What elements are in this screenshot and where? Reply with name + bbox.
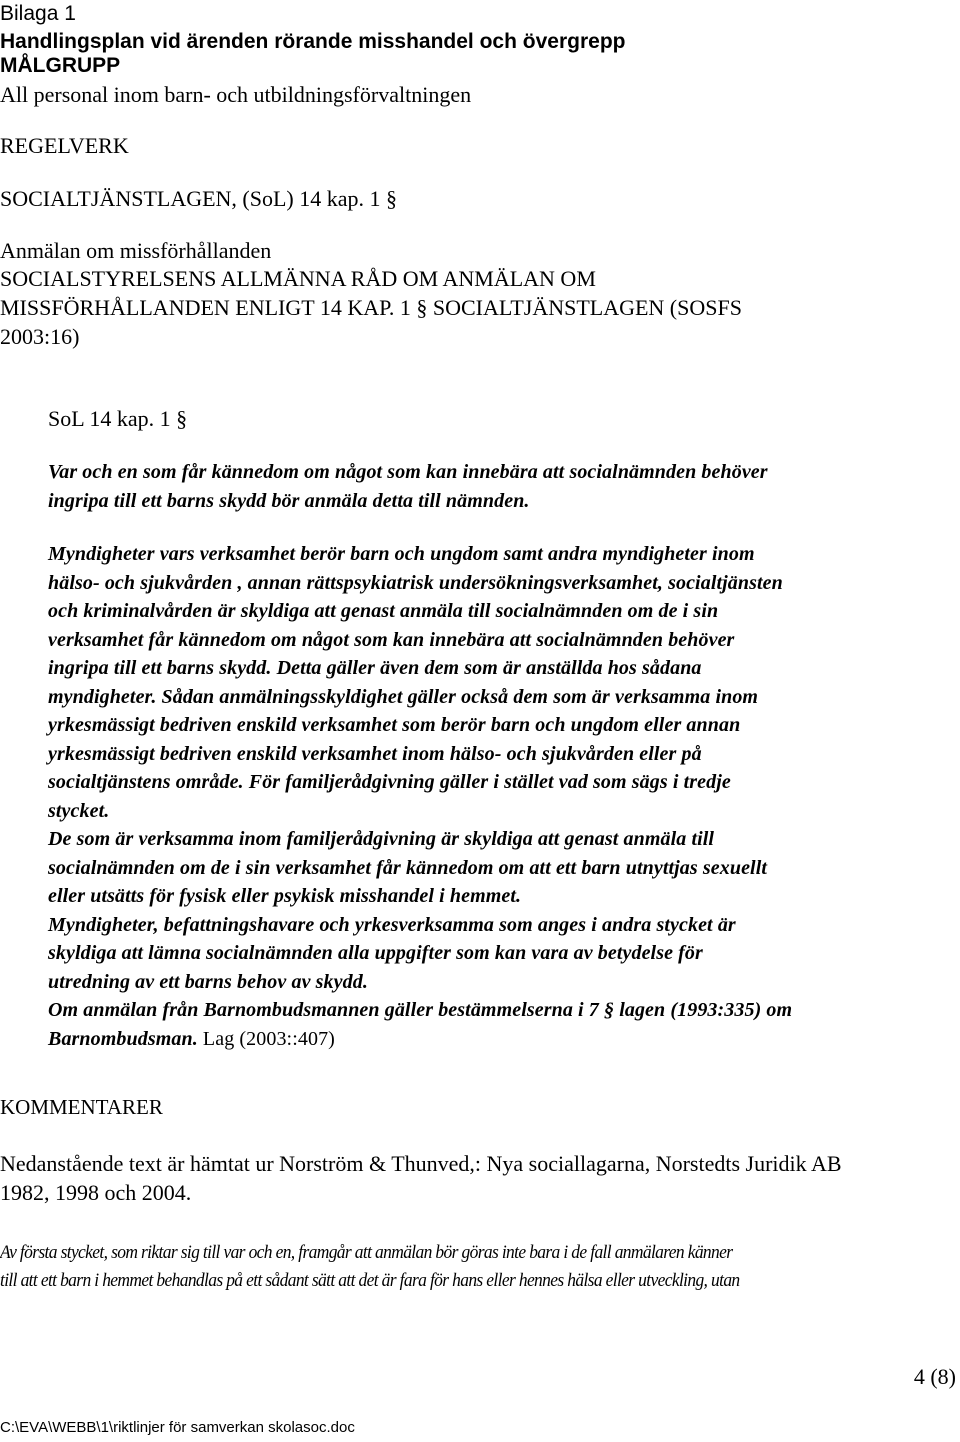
law-intro-line: ingripa till ett barns skydd bör anmäla detta till nämnden. bbox=[48, 489, 530, 512]
law-body-line: Om anmälan från Barnombudsmannen gäller bestämmelserna i 7 § lagen (1993:335) om bbox=[48, 999, 793, 1021]
anmalan-heading: Anmälan om missförhållanden bbox=[0, 238, 272, 263]
law-body-line: stycket. bbox=[48, 799, 110, 822]
footer-file-path: C:\EVA\WEBB\1\riktlinjer för samverkan skolasoc.doc bbox=[0, 1419, 355, 1436]
law-body-line: Myndigheter, befattningshavare och yrkesverksamma som anges i andra stycket är bbox=[48, 913, 736, 936]
law-body-last-line bbox=[48, 1025, 960, 1054]
law-body-line: yrkesmässigt bedriven enskild verksamhet inom hälso- och sjukvården eller på bbox=[48, 742, 702, 765]
comments-italic-line: till att ett barn i hemmet behandlas på ett sådant sätt att det är fara för hans eller hennes hälsa eller utveckling, utan bbox=[0, 1270, 740, 1291]
comments-source-line: 1982, 1998 och 2004. bbox=[0, 1180, 192, 1205]
law-body-line: verksamhet får kännedom om något som kan innebära att socialnämnden behöver bbox=[48, 628, 735, 651]
target-group-text: All personal inom barn- och utbildningsförvaltningen bbox=[0, 82, 472, 107]
law-body-line: utredning av ett barns behov av skydd. bbox=[48, 970, 368, 993]
law-body-line: hälso- och sjukvården , annan rättspsykiatrisk undersökningsverksamhet, socialtjänsten bbox=[48, 571, 783, 594]
law-reference: Lag (2003::407) bbox=[197, 1027, 335, 1050]
law-body-line: eller utsätts för fysisk eller psykisk misshandel i hemmet. bbox=[48, 885, 522, 907]
comments-heading: KOMMENTARER bbox=[0, 1095, 163, 1119]
comments-italic-line: Av första stycket, som riktar sig till var och en, framgår att anmälan bör göras inte bara i de fall anmälaren känner bbox=[0, 1242, 733, 1263]
target-group-heading: MÅLGRUPP bbox=[0, 54, 121, 77]
law-intro-line: Var och en som får kännedom om något som kan innebära att socialnämnden behöver bbox=[48, 461, 768, 483]
comments-source-line: Nedanstående text är hämtat ur Norström & Thunved,: Nya sociallagarna, Norstedts Juridik AB bbox=[0, 1151, 842, 1176]
law-body-line: skyldiga att lämna socialnämnden alla uppgifter som kan vara av betydelse för bbox=[48, 942, 703, 964]
attachment-label: Bilaga 1 bbox=[0, 2, 76, 25]
regelverk-heading: REGELVERK bbox=[0, 133, 129, 158]
sol-chapter-ref: SoL 14 kap. 1 § bbox=[48, 406, 188, 431]
sol-reference: SOCIALTJÄNSTLAGEN, (SoL) 14 kap. 1 § bbox=[0, 186, 398, 211]
law-intro bbox=[48, 458, 960, 515]
page-number: 4 (8) bbox=[913, 1364, 956, 1389]
document-title: Handlingsplan vid ärenden rörande misshandel och övergrepp bbox=[0, 30, 626, 53]
law-body-line: socialtjänstens område. För familjerådgivning gäller i stället vad som sägs i tredje bbox=[48, 771, 731, 793]
law-body bbox=[48, 540, 960, 1053]
law-body-line: ingripa till ett barns skydd. Detta gäller även dem som är anställda hos sådana bbox=[48, 657, 702, 679]
sosfs-line: MISSFÖRHÅLLANDEN ENLIGT 14 KAP. 1 § SOCIALTJÄNSTLAGEN (SOSFS bbox=[0, 295, 742, 320]
sosfs-line: 2003:16) bbox=[0, 324, 80, 349]
law-body-line: Myndigheter vars verksamhet berör barn och ungdom samt andra myndigheter inom bbox=[48, 543, 755, 565]
law-body-last-bold: Barnombudsman. bbox=[48, 1027, 198, 1050]
law-body-line: myndigheter. Sådan anmälningsskyldighet gäller också dem som är verksamma inom bbox=[48, 685, 759, 708]
sosfs-line: SOCIALSTYRELSENS ALLMÄNNA RÅD OM ANMÄLAN OM bbox=[0, 266, 596, 291]
law-body-line: yrkesmässigt bedriven enskild verksamhet som berör barn och ungdom eller annan bbox=[48, 714, 741, 736]
law-body-line: socialnämnden om de i sin verksamhet får kännedom om att ett barn utnyttjas sexuellt bbox=[48, 856, 768, 879]
law-body-line: och kriminalvården är skyldiga att genast anmäla till socialnämnden om de i sin bbox=[48, 600, 719, 622]
law-body-line: De som är verksamma inom familjerådgivning är skyldiga att genast anmäla till bbox=[48, 828, 715, 850]
